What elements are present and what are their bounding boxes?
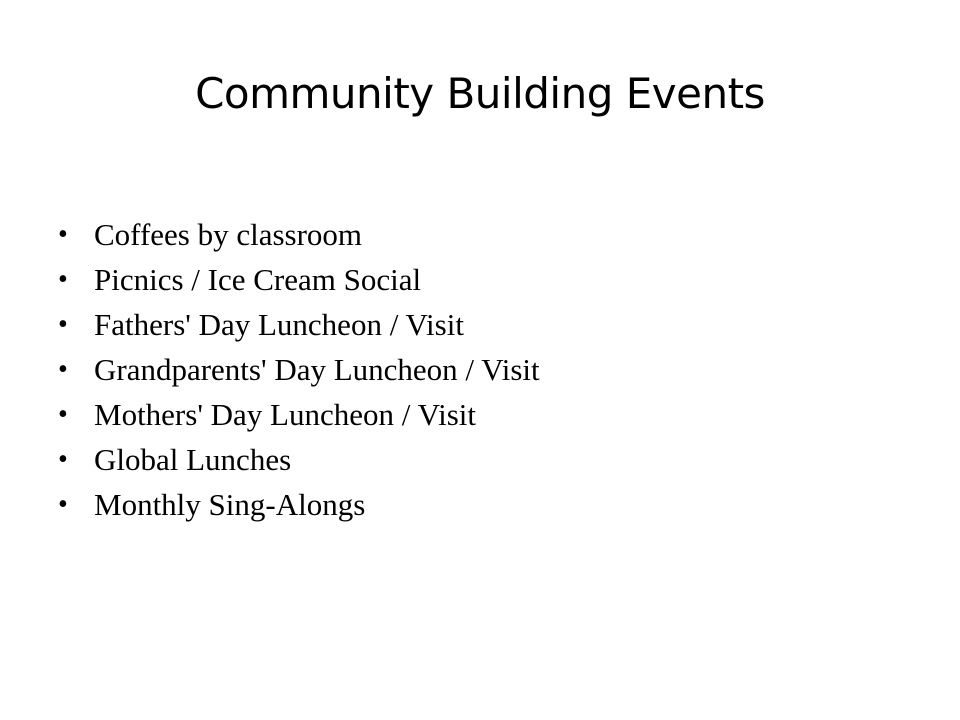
bullet-list [58,212,540,527]
list-item [58,302,540,347]
list-item-text: Global Lunches [94,441,292,477]
list-item-text: Mothers' Day Luncheon / Visit [94,396,476,432]
bullet-icon: • [58,488,68,520]
bullet-icon: • [58,443,68,475]
list-item-text: Picnics / Ice Cream Social [94,261,422,297]
list-item [58,347,540,392]
list-item [58,392,540,437]
list-item [58,437,540,482]
list-item-text: Grandparents' Day Luncheon / Visit [94,351,540,387]
list-item-text: Fathers' Day Luncheon / Visit [94,306,464,342]
bullet-icon: • [58,218,68,250]
list-item [58,482,540,527]
list-item [58,257,540,302]
list-item [58,212,540,257]
slide-title: Community Building Events [195,69,765,118]
bullet-icon: • [58,353,68,385]
list-item-text: Monthly Sing-Alongs [94,486,366,522]
bullet-icon: • [58,398,68,430]
bullet-icon: • [58,263,68,295]
list-item-text: Coffees by classroom [94,216,363,252]
bullet-icon: • [58,308,68,340]
